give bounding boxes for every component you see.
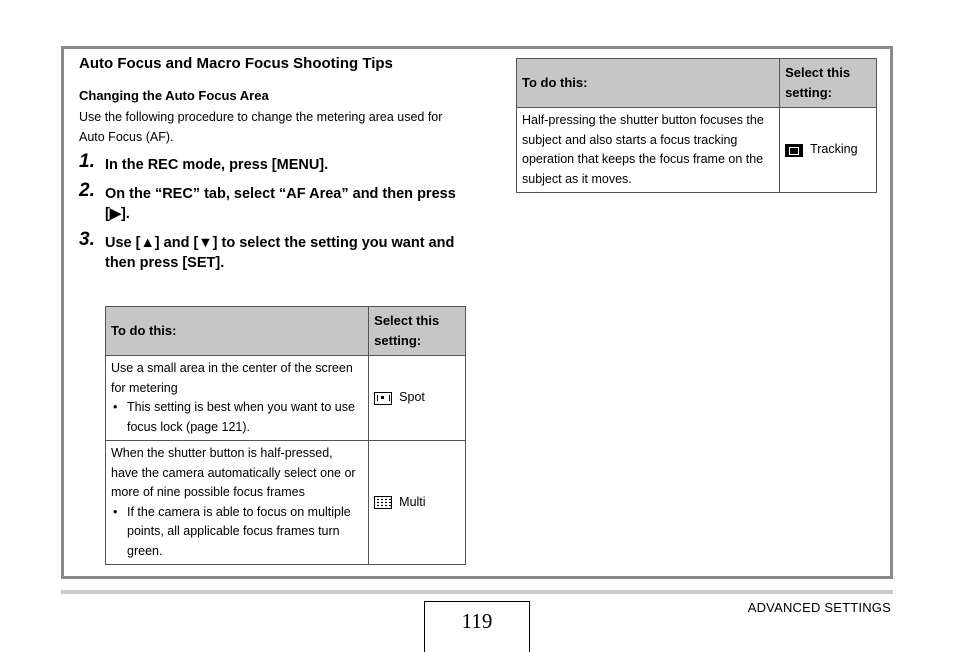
intro-text: Use the following procedure to change the metering area used for Auto Focus (AF). <box>79 110 443 144</box>
table-row <box>106 441 466 565</box>
left-column <box>79 55 469 274</box>
step-number: 2. <box>79 179 95 201</box>
setting-label: Spot <box>399 390 425 405</box>
setting-label: Tracking <box>810 142 858 157</box>
multi-focus-icon <box>374 496 392 509</box>
step-number: 3. <box>79 228 95 250</box>
bullet-list <box>111 398 363 437</box>
bullet-item: • If the camera is able to focus on multiple points, all applicable focus frames turn green. <box>127 503 363 562</box>
bullet-item: • This setting is best when you want to use focus lock (page 121). <box>127 398 363 437</box>
tracking-focus-icon <box>785 144 803 157</box>
table-header-row <box>106 307 466 356</box>
step-text: On the “REC” tab, select “AF Area” and then press [▶]. <box>105 185 456 222</box>
setting-label: Multi <box>399 494 426 509</box>
row-setting <box>369 356 466 441</box>
step-3 <box>79 228 469 274</box>
footer-divider <box>61 590 893 594</box>
bullet-list <box>111 503 363 562</box>
spot-focus-icon <box>374 392 392 405</box>
header-select-setting: Select this setting: <box>780 59 877 108</box>
table-row <box>517 108 877 193</box>
table-row <box>106 356 466 441</box>
row-description: Half-pressing the shutter button focuses the subject and also starts a focus tracking operation that keeps the focus frame on the subject as it moves. <box>517 108 780 193</box>
step-number: 1. <box>79 151 95 172</box>
section-name: ADVANCED SETTINGS <box>747 600 891 615</box>
row-setting <box>369 441 466 565</box>
table-header-row <box>517 59 877 108</box>
step-2 <box>79 179 469 225</box>
section-subtitle: Changing the Auto Focus Area <box>79 88 269 103</box>
row-description <box>106 441 369 565</box>
header-to-do: To do this: <box>517 59 780 108</box>
step-text: In the REC mode, press [MENU]. <box>105 157 329 173</box>
desc-text: When the shutter button is half-pressed, have the camera automatically select one or more of nine possible focus frames <box>111 446 356 499</box>
page-number: 119 <box>424 601 530 652</box>
row-setting <box>780 108 877 193</box>
af-area-table <box>105 306 466 565</box>
page-title: Auto Focus and Macro Focus Shooting Tips <box>79 55 393 72</box>
header-select-setting: Select this setting: <box>369 307 466 356</box>
header-to-do: To do this: <box>106 307 369 356</box>
step-1 <box>79 151 469 176</box>
step-text: Use [▲] and [▼] to select the setting you want and then press [SET]. <box>105 234 455 271</box>
row-description <box>106 356 369 441</box>
tracking-table <box>516 58 877 193</box>
content-frame <box>61 46 893 579</box>
desc-text: Use a small area in the center of the screen for metering <box>111 361 353 395</box>
